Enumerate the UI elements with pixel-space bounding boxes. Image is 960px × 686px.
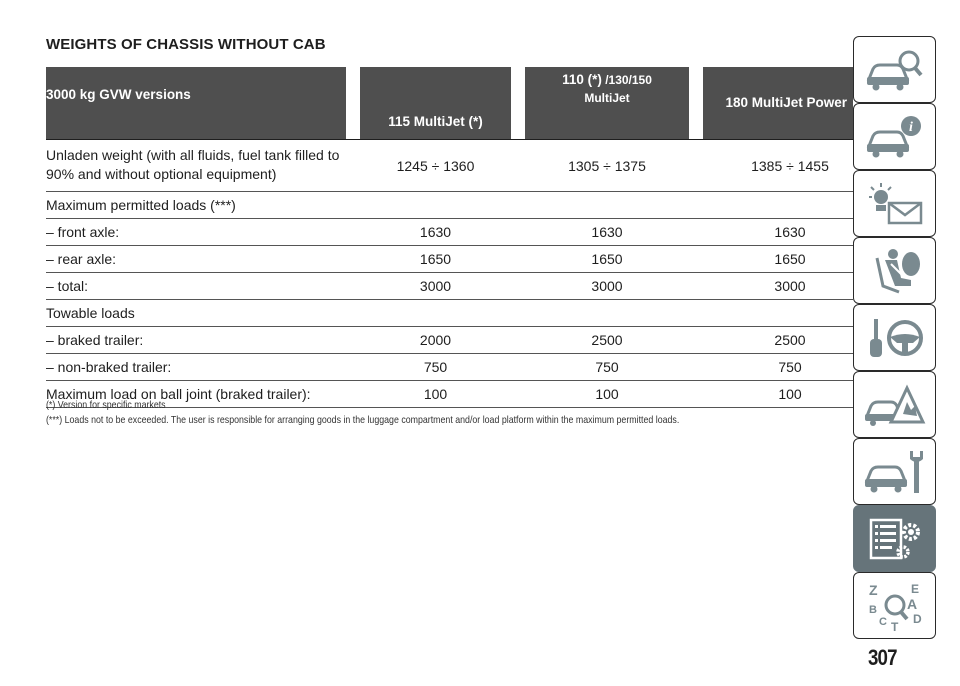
table-row xyxy=(46,140,853,192)
car-warning-triangle-icon xyxy=(863,380,927,430)
cell-value: 100 xyxy=(525,381,689,408)
row-label: Maximum load on ball joint (braked trailer): xyxy=(46,381,360,408)
header-110-line2: MultiJet xyxy=(584,91,630,105)
cell-value: 3000 xyxy=(703,273,853,300)
row-label: Towable loads xyxy=(46,300,360,327)
cell-value xyxy=(525,300,689,327)
table-row xyxy=(46,327,853,354)
page-number: 307 xyxy=(868,645,897,670)
tab-car-wrench[interactable] xyxy=(853,438,936,505)
cell-value xyxy=(703,192,853,219)
cell-value: 100 xyxy=(703,381,853,408)
cell-value: 3000 xyxy=(525,273,689,300)
row-label: Unladen weight (with all fluids, fuel tank filled to 90% and without optional equipment) xyxy=(46,140,360,192)
tab-seat-airbag[interactable] xyxy=(853,237,936,304)
row-label: – total: xyxy=(46,273,360,300)
cell-value: 2000 xyxy=(360,327,511,354)
svg-text:E: E xyxy=(910,581,919,596)
cell-value xyxy=(360,192,511,219)
cell-value: 1630 xyxy=(360,219,511,246)
cell-value: 100 xyxy=(360,381,511,408)
car-magnifier-icon xyxy=(863,45,927,95)
svg-text:T: T xyxy=(890,619,898,631)
table-row xyxy=(46,246,853,273)
row-label: – non-braked trailer: xyxy=(46,354,360,381)
svg-text:i: i xyxy=(908,119,913,135)
cell-value: 2500 xyxy=(703,327,853,354)
page-title: WEIGHTS OF CHASSIS WITHOUT CAB xyxy=(46,36,326,53)
table-row xyxy=(46,273,853,300)
footnote-loads: (***) Loads not to be exceeded. The user is responsible for arranging goods in the luggage compartment and/or load platform within the maximum permitted loads. xyxy=(46,414,680,426)
svg-text:D: D xyxy=(912,611,922,626)
weights-table xyxy=(46,67,853,408)
warning-light-envelope-icon xyxy=(863,179,927,229)
svg-text:A: A xyxy=(906,595,917,612)
cell-value: 1650 xyxy=(703,246,853,273)
seat-airbag-icon xyxy=(863,246,927,296)
cell-value: 1385 ÷ 1455 xyxy=(703,140,853,192)
row-label: – front axle: xyxy=(46,219,360,246)
cell-value: 1630 xyxy=(703,219,853,246)
header-gvw-versions: 3000 kg GVW versions xyxy=(46,67,346,140)
car-info-icon xyxy=(863,112,927,162)
svg-text:B: B xyxy=(868,603,877,616)
table-row xyxy=(46,300,853,327)
table-row xyxy=(46,354,853,381)
svg-text:C: C xyxy=(878,615,887,628)
specifications-list-gear-icon xyxy=(863,514,927,564)
header-110-main: 110 (*) xyxy=(562,72,602,87)
car-wrench-icon xyxy=(863,447,927,497)
cell-value: 1630 xyxy=(525,219,689,246)
cell-value: 750 xyxy=(525,354,689,381)
header-110-130-150-multijet xyxy=(525,67,689,140)
cell-value: 1245 ÷ 1360 xyxy=(360,140,511,192)
alphabetical-index-icon xyxy=(863,581,927,631)
header-110-sub: /130/150 xyxy=(601,73,652,87)
row-label: Maximum permitted loads (***) xyxy=(46,192,360,219)
table-row xyxy=(46,192,853,219)
cell-value: 750 xyxy=(703,354,853,381)
table-header-row xyxy=(46,67,853,140)
tab-car-magnifier[interactable] xyxy=(853,36,936,103)
svg-text:Z: Z xyxy=(868,581,878,598)
cell-value xyxy=(360,300,511,327)
header-180-multijet-power: 180 MultiJet Power xyxy=(703,67,853,140)
cell-value xyxy=(525,192,689,219)
tab-warning-light-envelope[interactable] xyxy=(853,170,936,237)
key-steering-wheel-icon xyxy=(863,313,927,363)
table-row xyxy=(46,381,853,408)
cell-value xyxy=(703,300,853,327)
cell-value: 1650 xyxy=(525,246,689,273)
cell-value: 3000 xyxy=(360,273,511,300)
table-row xyxy=(46,219,853,246)
row-label: – rear axle: xyxy=(46,246,360,273)
tab-key-steering-wheel[interactable] xyxy=(853,304,936,371)
tab-car-info[interactable] xyxy=(853,103,936,170)
header-115-multijet: 115 MultiJet (*) xyxy=(360,67,511,140)
cell-value: 2500 xyxy=(525,327,689,354)
cell-value: 750 xyxy=(360,354,511,381)
footnote-specific-markets: (*) Version for specific markets xyxy=(46,399,166,411)
tab-specifications[interactable] xyxy=(853,505,936,572)
tab-car-warning-triangle[interactable] xyxy=(853,371,936,438)
cell-value: 1305 ÷ 1375 xyxy=(525,140,689,192)
row-label: – braked trailer: xyxy=(46,327,360,354)
tab-alphabetical-index[interactable] xyxy=(853,572,936,639)
cell-value: 1650 xyxy=(360,246,511,273)
